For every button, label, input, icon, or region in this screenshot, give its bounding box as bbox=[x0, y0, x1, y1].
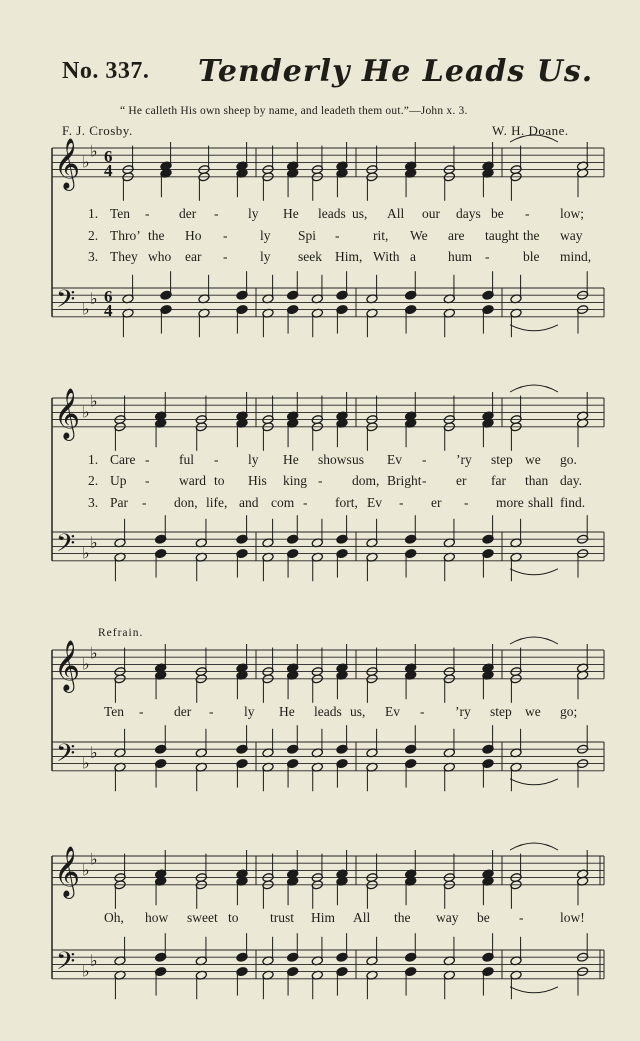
lyric-syllable: hum bbox=[448, 249, 473, 264]
lyric-syllable: life, bbox=[206, 495, 228, 510]
flat-icon: ♭ bbox=[82, 753, 90, 773]
lyric-syllable: Up bbox=[110, 473, 127, 488]
lyric-syllable: taught bbox=[485, 228, 519, 243]
lyric-syllable: - bbox=[519, 910, 524, 925]
lyric-syllable: er bbox=[431, 495, 442, 510]
lyric-syllable: com bbox=[271, 495, 295, 510]
lyric-syllable: Oh, bbox=[104, 910, 124, 925]
lyric-syllable: us, bbox=[350, 704, 366, 719]
lyric-syllable: ward bbox=[179, 473, 206, 488]
lyric-syllable: the bbox=[523, 228, 540, 243]
lyric-syllable: days bbox=[456, 206, 481, 221]
lyric-syllable: to bbox=[228, 910, 239, 925]
treble-clef-icon: 𝄞 bbox=[54, 846, 81, 897]
lyric-syllable: a bbox=[410, 249, 416, 264]
lyric-syllable: us, bbox=[352, 206, 368, 221]
lyric-syllable: Ev bbox=[367, 495, 382, 510]
lyric-syllable: Bright bbox=[387, 473, 422, 488]
fermata-icon bbox=[510, 569, 558, 575]
lyric-syllable: Care bbox=[110, 452, 136, 467]
lyric-syllable: go; bbox=[560, 704, 578, 719]
lyric-syllable: step bbox=[490, 704, 512, 719]
treble-clef-icon: 𝄞 bbox=[54, 138, 81, 189]
lyric-syllable: our bbox=[422, 206, 440, 221]
fermata-icon bbox=[510, 135, 558, 142]
lyric-syllable: Ten bbox=[110, 206, 131, 221]
lyric-syllable: He bbox=[279, 704, 295, 719]
time-signature-top: 6 bbox=[104, 287, 113, 306]
lyric-syllable: We bbox=[410, 228, 428, 243]
treble-clef-icon: 𝄞 bbox=[54, 388, 81, 439]
time-signature-bottom: 4 bbox=[104, 301, 113, 320]
lyric-syllable: - bbox=[214, 452, 219, 467]
lyric-syllable: - bbox=[223, 228, 228, 243]
lyric-syllable: - bbox=[422, 452, 427, 467]
bass-clef-icon: 𝄢 bbox=[56, 529, 76, 564]
lyric-syllable: - bbox=[223, 249, 228, 264]
verse-number: 1. bbox=[88, 206, 99, 221]
flat-icon: ♭ bbox=[82, 961, 90, 981]
lyric-syllable: Ev bbox=[387, 452, 402, 467]
lyric-syllable: shall bbox=[528, 495, 554, 510]
flat-icon: ♭ bbox=[90, 643, 98, 663]
lyric-syllable: mind, bbox=[560, 249, 592, 264]
lyric-syllable: be bbox=[491, 206, 504, 221]
lyric-syllable: king bbox=[283, 473, 308, 488]
lyric-syllable: - bbox=[142, 495, 147, 510]
lyric-syllable: Ten bbox=[104, 704, 125, 719]
treble-clef-icon: 𝄞 bbox=[54, 640, 81, 691]
lyric-syllable: far bbox=[491, 473, 506, 488]
lyric-syllable: rit, bbox=[373, 228, 389, 243]
lyric-syllable: er bbox=[456, 473, 467, 488]
lyric-syllable: der bbox=[174, 704, 192, 719]
lyric-syllable: fort, bbox=[335, 495, 358, 510]
lyric-syllable: Him, bbox=[335, 249, 363, 264]
composer-credit: W. H. Doane. bbox=[492, 123, 569, 138]
flat-icon: ♭ bbox=[90, 742, 98, 762]
bass-clef-icon: 𝄢 bbox=[56, 285, 76, 320]
lyric-syllable: - bbox=[399, 495, 404, 510]
lyric-syllable: With bbox=[373, 249, 400, 264]
lyric-syllable: ’ry bbox=[455, 704, 471, 719]
verse-number: 2. bbox=[88, 228, 99, 243]
time-signature-top: 6 bbox=[104, 147, 113, 166]
lyric-syllable: low! bbox=[560, 910, 585, 925]
lyric-syllable: step bbox=[491, 452, 513, 467]
lyric-syllable: ble bbox=[523, 249, 540, 264]
flat-icon: ♭ bbox=[90, 141, 98, 161]
lyric-syllable: way bbox=[436, 910, 459, 925]
lyric-syllable: the bbox=[148, 228, 165, 243]
lyric-syllable: ly bbox=[248, 452, 259, 467]
lyric-syllable: than bbox=[525, 473, 549, 488]
flat-icon: ♭ bbox=[82, 543, 90, 563]
hymn-number: No. 337. bbox=[62, 58, 150, 84]
lyric-syllable: low; bbox=[560, 206, 585, 221]
flat-icon: ♭ bbox=[90, 391, 98, 411]
hymn-title: Tenderly He Leads Us. bbox=[198, 54, 594, 89]
lyric-syllable: sweet bbox=[187, 910, 218, 925]
lyric-syllable: the bbox=[394, 910, 411, 925]
lyric-syllable: dom, bbox=[352, 473, 380, 488]
bass-clef-icon: 𝄢 bbox=[56, 947, 76, 982]
lyric-syllable: Him bbox=[311, 910, 336, 925]
lyric-syllable: Ho bbox=[185, 228, 202, 243]
lyric-syllable: leads bbox=[318, 206, 346, 221]
lyric-syllable: trust bbox=[270, 910, 295, 925]
lyric-syllable: He bbox=[283, 452, 299, 467]
lyric-syllable: All bbox=[387, 206, 405, 221]
lyric-syllable: Spi bbox=[298, 228, 317, 243]
lyric-syllable: ly bbox=[248, 206, 259, 221]
lyric-syllable: Thro’ bbox=[110, 228, 141, 243]
lyric-syllable: They bbox=[110, 249, 138, 264]
lyric-syllable: we bbox=[525, 704, 541, 719]
lyric-syllable: find. bbox=[560, 495, 586, 510]
lyric-syllable: ful bbox=[179, 452, 194, 467]
lyric-syllable: are bbox=[448, 228, 465, 243]
scripture-epigraph: “ He calleth His own sheep by name, and leadeth them out.”—John x. 3. bbox=[120, 105, 468, 117]
flat-icon: ♭ bbox=[82, 299, 90, 319]
lyric-syllable: - bbox=[422, 473, 427, 488]
fermata-icon bbox=[510, 843, 558, 850]
lyric-syllable: - bbox=[303, 495, 308, 510]
flat-icon: ♭ bbox=[82, 860, 90, 880]
lyric-syllable: - bbox=[335, 228, 340, 243]
lyric-syllable: to bbox=[214, 473, 225, 488]
lyric-syllable: - bbox=[214, 206, 219, 221]
lyric-syllable: - bbox=[139, 704, 144, 719]
flat-icon: ♭ bbox=[82, 152, 90, 172]
lyric-syllable: and bbox=[239, 495, 259, 510]
lyric-syllable: more bbox=[496, 495, 524, 510]
lyricist-credit: F. J. Crosby. bbox=[62, 123, 133, 138]
verse-number: 2. bbox=[88, 473, 99, 488]
verse-number: 1. bbox=[88, 452, 99, 467]
lyric-syllable: how bbox=[145, 910, 169, 925]
lyric-syllable: - bbox=[464, 495, 469, 510]
lyric-syllable: leads bbox=[314, 704, 342, 719]
verse-number: 3. bbox=[88, 249, 99, 264]
lyric-syllable: - bbox=[318, 473, 323, 488]
lyric-syllable: - bbox=[420, 704, 425, 719]
lyric-syllable: Par bbox=[110, 495, 128, 510]
lyric-syllable: us bbox=[352, 452, 365, 467]
lyric-syllable: ear bbox=[185, 249, 202, 264]
flat-icon: ♭ bbox=[90, 532, 98, 552]
lyric-syllable: - bbox=[145, 473, 150, 488]
flat-icon: ♭ bbox=[90, 950, 98, 970]
lyric-syllable: der bbox=[179, 206, 197, 221]
refrain-label: Refrain. bbox=[98, 627, 144, 639]
lyric-syllable: ly bbox=[260, 249, 271, 264]
lyric-syllable: - bbox=[209, 704, 214, 719]
lyric-syllable: be bbox=[477, 910, 490, 925]
bass-clef-icon: 𝄢 bbox=[56, 739, 76, 774]
lyric-syllable: - bbox=[525, 206, 530, 221]
lyric-syllable: day. bbox=[560, 473, 582, 488]
flat-icon: ♭ bbox=[82, 402, 90, 422]
lyric-syllable: who bbox=[148, 249, 172, 264]
lyric-syllable: ly bbox=[260, 228, 271, 243]
flat-icon: ♭ bbox=[90, 849, 98, 869]
lyric-syllable: don, bbox=[174, 495, 198, 510]
lyric-syllable: shows bbox=[318, 452, 352, 467]
lyric-syllable: we bbox=[525, 452, 541, 467]
verse-number: 3. bbox=[88, 495, 99, 510]
lyric-syllable: - bbox=[485, 249, 490, 264]
lyric-syllable: - bbox=[145, 206, 150, 221]
lyric-syllable: ’ry bbox=[456, 452, 472, 467]
fermata-icon bbox=[510, 637, 558, 644]
flat-icon: ♭ bbox=[90, 288, 98, 308]
time-signature-bottom: 4 bbox=[104, 161, 113, 180]
lyric-syllable: - bbox=[145, 452, 150, 467]
lyric-syllable: way bbox=[560, 228, 583, 243]
lyric-syllable: seek bbox=[298, 249, 322, 264]
fermata-icon bbox=[510, 987, 558, 993]
lyric-syllable: Ev bbox=[385, 704, 400, 719]
fermata-icon bbox=[510, 325, 558, 331]
lyric-syllable: go. bbox=[560, 452, 577, 467]
lyric-syllable: His bbox=[248, 473, 267, 488]
flat-icon: ♭ bbox=[82, 654, 90, 674]
fermata-icon bbox=[510, 385, 558, 392]
lyric-syllable: All bbox=[353, 910, 371, 925]
lyric-syllable: He bbox=[283, 206, 299, 221]
lyric-syllable: ly bbox=[244, 704, 255, 719]
fermata-icon bbox=[510, 779, 558, 785]
